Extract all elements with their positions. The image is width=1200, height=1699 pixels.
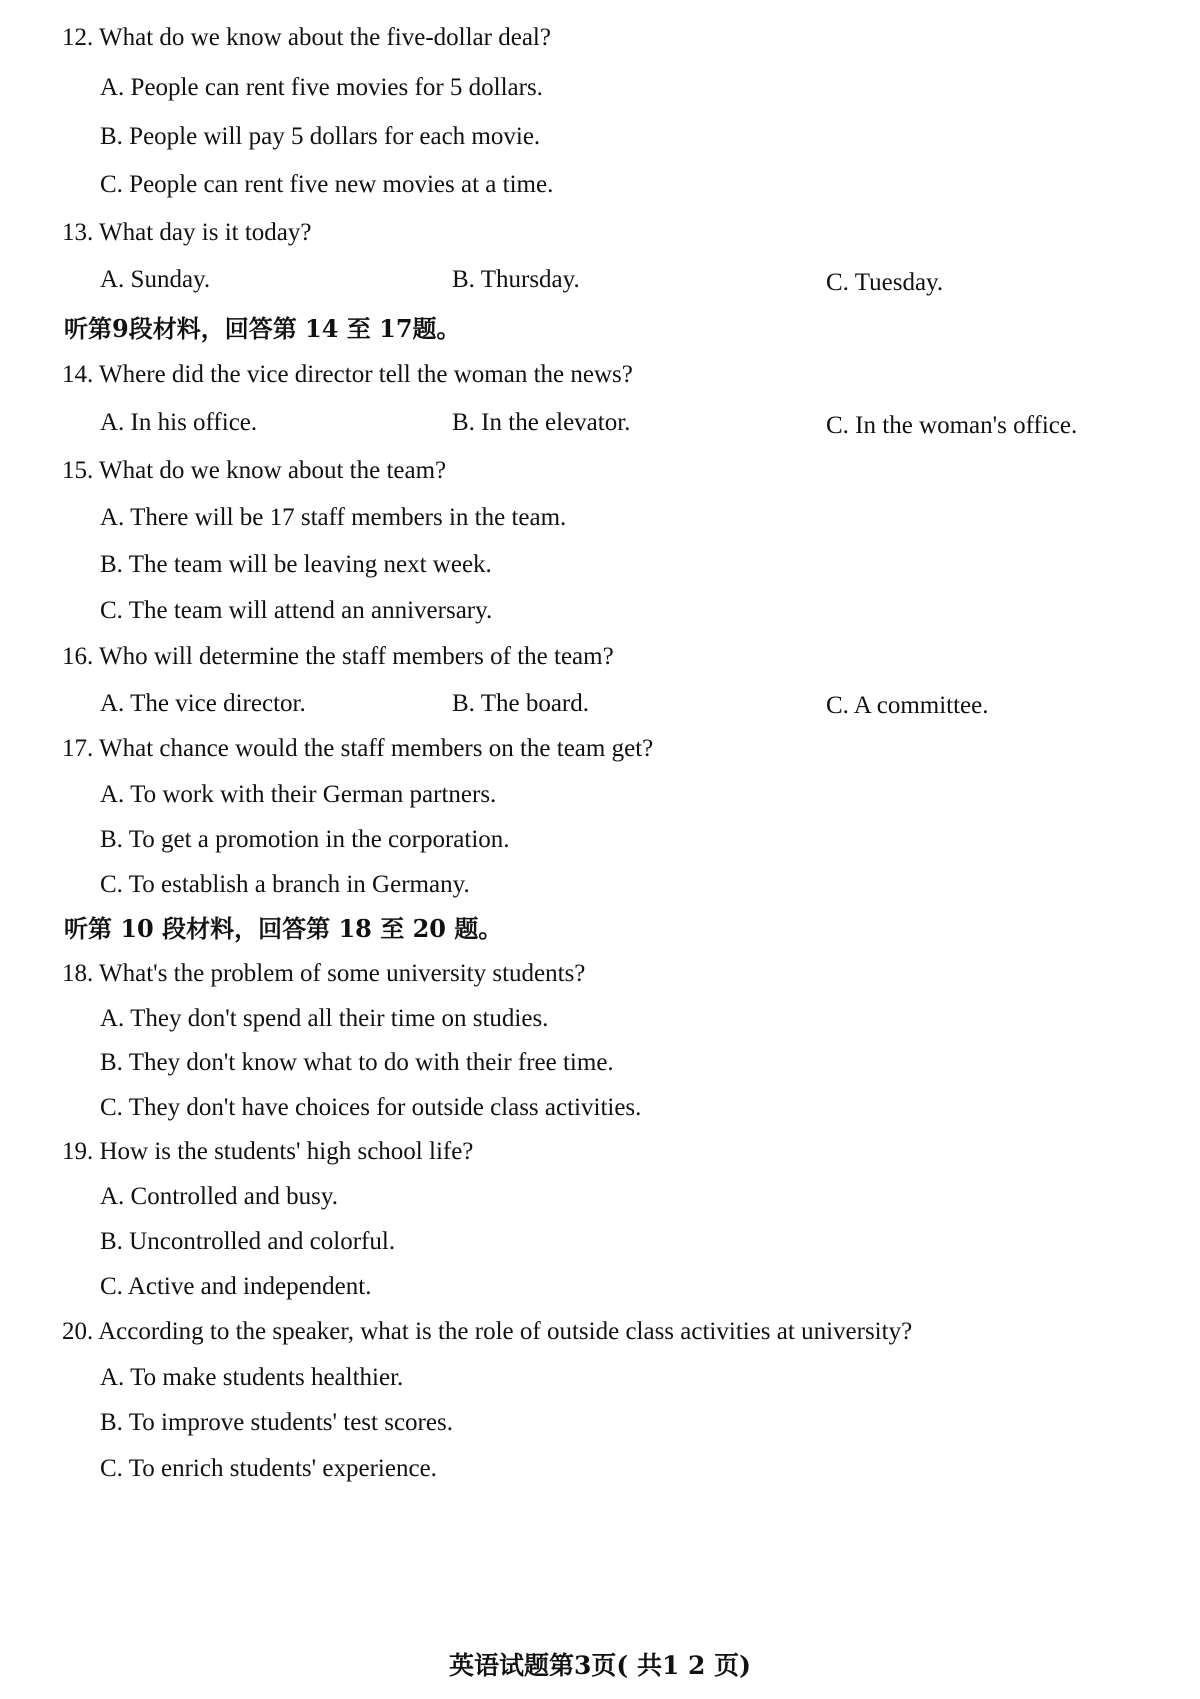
question-15-option-a: A. There will be 17 staff members in the team.: [100, 504, 567, 531]
question-18-option-c: C. They don't have choices for outside class activities.: [100, 1094, 642, 1121]
question-18-option-b: B. They don't know what to do with their free time.: [100, 1049, 614, 1076]
question-15-stem: 15. What do we know about the team?: [62, 457, 447, 484]
question-16-option-c: C. A committee.: [826, 692, 989, 719]
question-14-option-a: A. In his office.: [100, 409, 258, 436]
question-20-option-a: A. To make students healthier.: [100, 1364, 404, 1391]
question-19-stem: 19. How is the students' high school life?: [62, 1138, 474, 1165]
question-19-option-b: B. Uncontrolled and colorful.: [100, 1228, 396, 1255]
question-12-stem: 12. What do we know about the five-dollar deal?: [62, 24, 551, 51]
question-18-stem: 18. What's the problem of some university students?: [62, 960, 586, 987]
question-17-option-c: C. To establish a branch in Germany.: [100, 871, 470, 898]
question-14-option-b: B. In the elevator.: [452, 409, 631, 436]
question-12-option-a: A. People can rent five movies for 5 dollars.: [100, 74, 543, 101]
question-20-option-c: C. To enrich students' experience.: [100, 1455, 437, 1482]
question-14-option-c: C. In the woman's office.: [826, 412, 1078, 439]
question-20-option-b: B. To improve students' test scores.: [100, 1409, 453, 1436]
question-18-option-a: A. They don't spend all their time on studies.: [100, 1005, 549, 1032]
question-13-option-c: C. Tuesday.: [826, 269, 944, 296]
question-17-stem: 17. What chance would the staff members on the team get?: [62, 735, 654, 762]
page-footer: 英语试题第3页( 共1 2 页): [449, 1651, 751, 1680]
question-17-option-b: B. To get a promotion in the corporation.: [100, 826, 510, 853]
question-16-option-b: B. The board.: [452, 690, 590, 717]
question-17-option-a: A. To work with their German partners.: [100, 781, 497, 808]
question-12-option-c: C. People can rent five new movies at a time.: [100, 171, 554, 198]
question-13-option-b: B. Thursday.: [452, 266, 580, 293]
question-13-option-a: A. Sunday.: [100, 266, 211, 293]
question-16-option-a: A. The vice director.: [100, 690, 306, 717]
question-15-option-c: C. The team will attend an anniversary.: [100, 597, 493, 624]
question-19-option-a: A. Controlled and busy.: [100, 1183, 338, 1210]
question-13-stem: 13. What day is it today?: [62, 219, 312, 246]
question-20-stem: 20. According to the speaker, what is the role of outside class activities at university?: [62, 1318, 913, 1345]
question-15-option-b: B. The team will be leaving next week.: [100, 551, 492, 578]
question-19-option-c: C. Active and independent.: [100, 1273, 372, 1300]
question-12-option-b: B. People will pay 5 dollars for each movie.: [100, 123, 541, 150]
question-14-stem: 14. Where did the vice director tell the woman the news?: [62, 361, 633, 388]
question-16-stem: 16. Who will determine the staff members of the team?: [62, 643, 614, 670]
section-10-heading: 听第 10 段材料，回答第 18 至 20 题。: [64, 914, 503, 943]
section-9-heading: 听第9段材料，回答第 14 至 17题。: [64, 314, 461, 343]
